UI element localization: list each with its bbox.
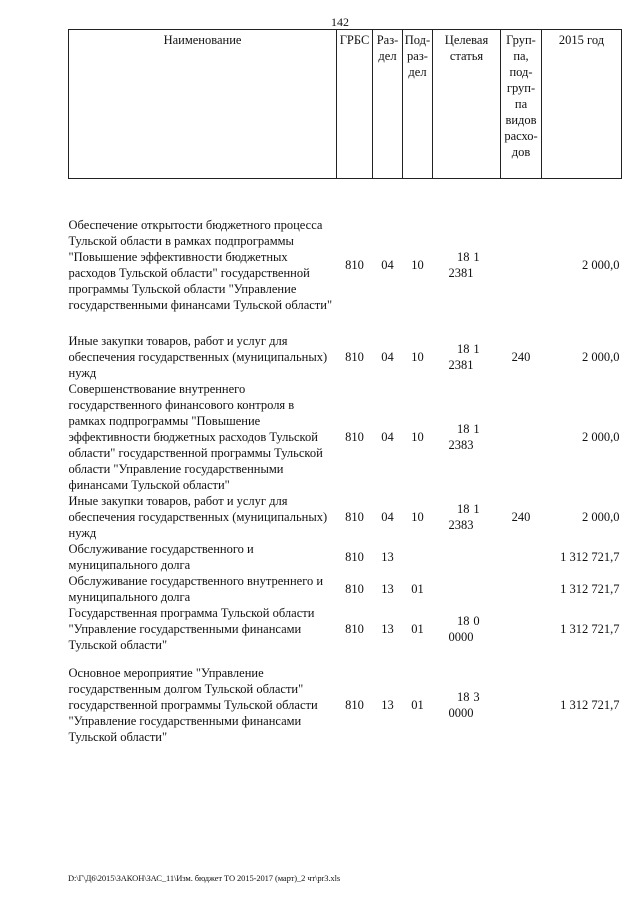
row-razdel: 13 (381, 582, 394, 596)
header-razdel: Раз- дел (373, 30, 403, 179)
row-razdel: 04 (381, 350, 394, 364)
row-target-part: 18 (457, 342, 470, 356)
table-row (69, 179, 622, 326)
row-name: Обслуживание государственного и муниципального долга (68, 542, 254, 572)
row-target-part: 0 (473, 614, 480, 628)
table-row (69, 325, 622, 381)
row-amount: 2 000,0 (582, 350, 620, 364)
row-name: Обслуживание государственного внутреннего и муниципального долга (68, 574, 324, 604)
row-podrazdel: 10 (411, 350, 424, 364)
row-group (501, 541, 542, 573)
row-target (433, 653, 501, 745)
row-name: Государственная программа Тульской области "Управление государственными финансами Тульской области" (68, 606, 315, 652)
row-target (433, 573, 501, 605)
row-group (501, 605, 542, 653)
header-year: 2015 год (542, 30, 622, 179)
row-target-part: 18 (457, 690, 470, 704)
table-row (69, 493, 622, 541)
row-target (433, 179, 501, 326)
row-podrazdel (403, 541, 433, 573)
row-group (501, 573, 542, 605)
row-target-part: 18 (457, 250, 470, 264)
row-target-part: 18 (457, 422, 470, 436)
header-grbs: ГРБС (337, 30, 373, 179)
table-body (69, 179, 622, 746)
table-row (69, 381, 622, 493)
row-target (433, 541, 501, 573)
row-name: Совершенствование внутреннего государственного финансового контроля в рамках подпрограммы "Повышение эффективности бюджетных расходов Тульской области" государственной программы Тульской области "Управление государственными финансами Тульской области" (68, 382, 323, 492)
row-name: Основное мероприятие "Управление государственным долгом Тульской области" государственной программы Тульской области "Управление государственными финансами Тульской области" (68, 666, 318, 744)
table-row (69, 653, 622, 745)
row-target (433, 493, 501, 541)
row-target-part: 18 (457, 614, 470, 628)
row-razdel: 13 (381, 550, 394, 564)
row-group (501, 653, 542, 745)
row-target-part: 1 (473, 342, 480, 356)
page-number: 142 (331, 15, 349, 29)
row-razdel: 04 (381, 258, 394, 272)
row-podrazdel: 10 (411, 510, 424, 524)
row-target-part: 0000 (448, 630, 474, 644)
budget-table (68, 29, 622, 745)
row-target-part: 2381 (448, 358, 474, 372)
row-grbs: 810 (345, 698, 364, 712)
row-grbs: 810 (345, 550, 364, 564)
row-razdel: 13 (381, 698, 394, 712)
row-amount: 2 000,0 (582, 258, 620, 272)
header-group: Груп- па, под- груп- па видов расхо- дов (501, 30, 542, 179)
row-grbs: 810 (345, 622, 364, 636)
row-name: Иные закупки товаров, работ и услуг для обеспечения государственных (муниципальных) нужд (68, 494, 328, 540)
file-path-footer: D:\Г\Д6\2015\ЗАКОН\ЗАС_11\Изм. бюджет ТО 2015-2017 (март)_2 чт\pr3.xls (68, 873, 341, 883)
row-amount: 1 312 721,7 (560, 550, 620, 564)
row-podrazdel: 01 (411, 582, 424, 596)
row-group (501, 179, 542, 326)
row-grbs: 810 (345, 430, 364, 444)
table-row (69, 573, 622, 605)
row-name: Обеспечение открытости бюджетного процесса Тульской области в рамках подпрограммы "Повышение эффективности бюджетных расходов Тульской области" государственной программы Тульской области "Управление государственными финансами Тульской области" (68, 218, 333, 312)
row-target-part: 1 (473, 250, 480, 264)
row-target-part: 2383 (448, 518, 474, 532)
table-row (69, 541, 622, 573)
row-group: 240 (511, 350, 531, 364)
row-name: Иные закупки товаров, работ и услуг для обеспечения государственных (муниципальных) нужд (68, 334, 328, 380)
row-razdel: 04 (381, 430, 394, 444)
row-grbs: 810 (345, 350, 364, 364)
table-header-row (69, 30, 622, 179)
row-group: 240 (511, 510, 531, 524)
row-podrazdel: 01 (411, 698, 424, 712)
row-grbs: 810 (345, 258, 364, 272)
row-target-part: 2381 (448, 266, 474, 280)
row-amount: 1 312 721,7 (560, 698, 620, 712)
row-amount: 2 000,0 (582, 510, 620, 524)
row-target (433, 381, 501, 493)
row-target (433, 325, 501, 381)
header-podrazdel: Под- раз- дел (403, 30, 433, 179)
row-podrazdel: 10 (411, 258, 424, 272)
row-amount: 1 312 721,7 (560, 582, 620, 596)
row-podrazdel: 01 (411, 622, 424, 636)
row-target-part: 0000 (448, 706, 474, 720)
row-podrazdel: 10 (411, 430, 424, 444)
row-target-part: 2383 (448, 438, 474, 452)
row-target-part: 1 (473, 422, 480, 436)
row-amount: 2 000,0 (582, 430, 620, 444)
row-amount: 1 312 721,7 (560, 622, 620, 636)
row-target (433, 605, 501, 653)
row-target-part: 3 (473, 690, 480, 704)
header-name: Наименование (69, 30, 337, 179)
row-group (501, 381, 542, 493)
row-target-part: 18 (457, 502, 470, 516)
row-grbs: 810 (345, 582, 364, 596)
row-grbs: 810 (345, 510, 364, 524)
row-razdel: 04 (381, 510, 394, 524)
row-razdel: 13 (381, 622, 394, 636)
header-target: Целевая статья (433, 30, 501, 179)
table-row (69, 605, 622, 653)
row-target-part: 1 (473, 502, 480, 516)
